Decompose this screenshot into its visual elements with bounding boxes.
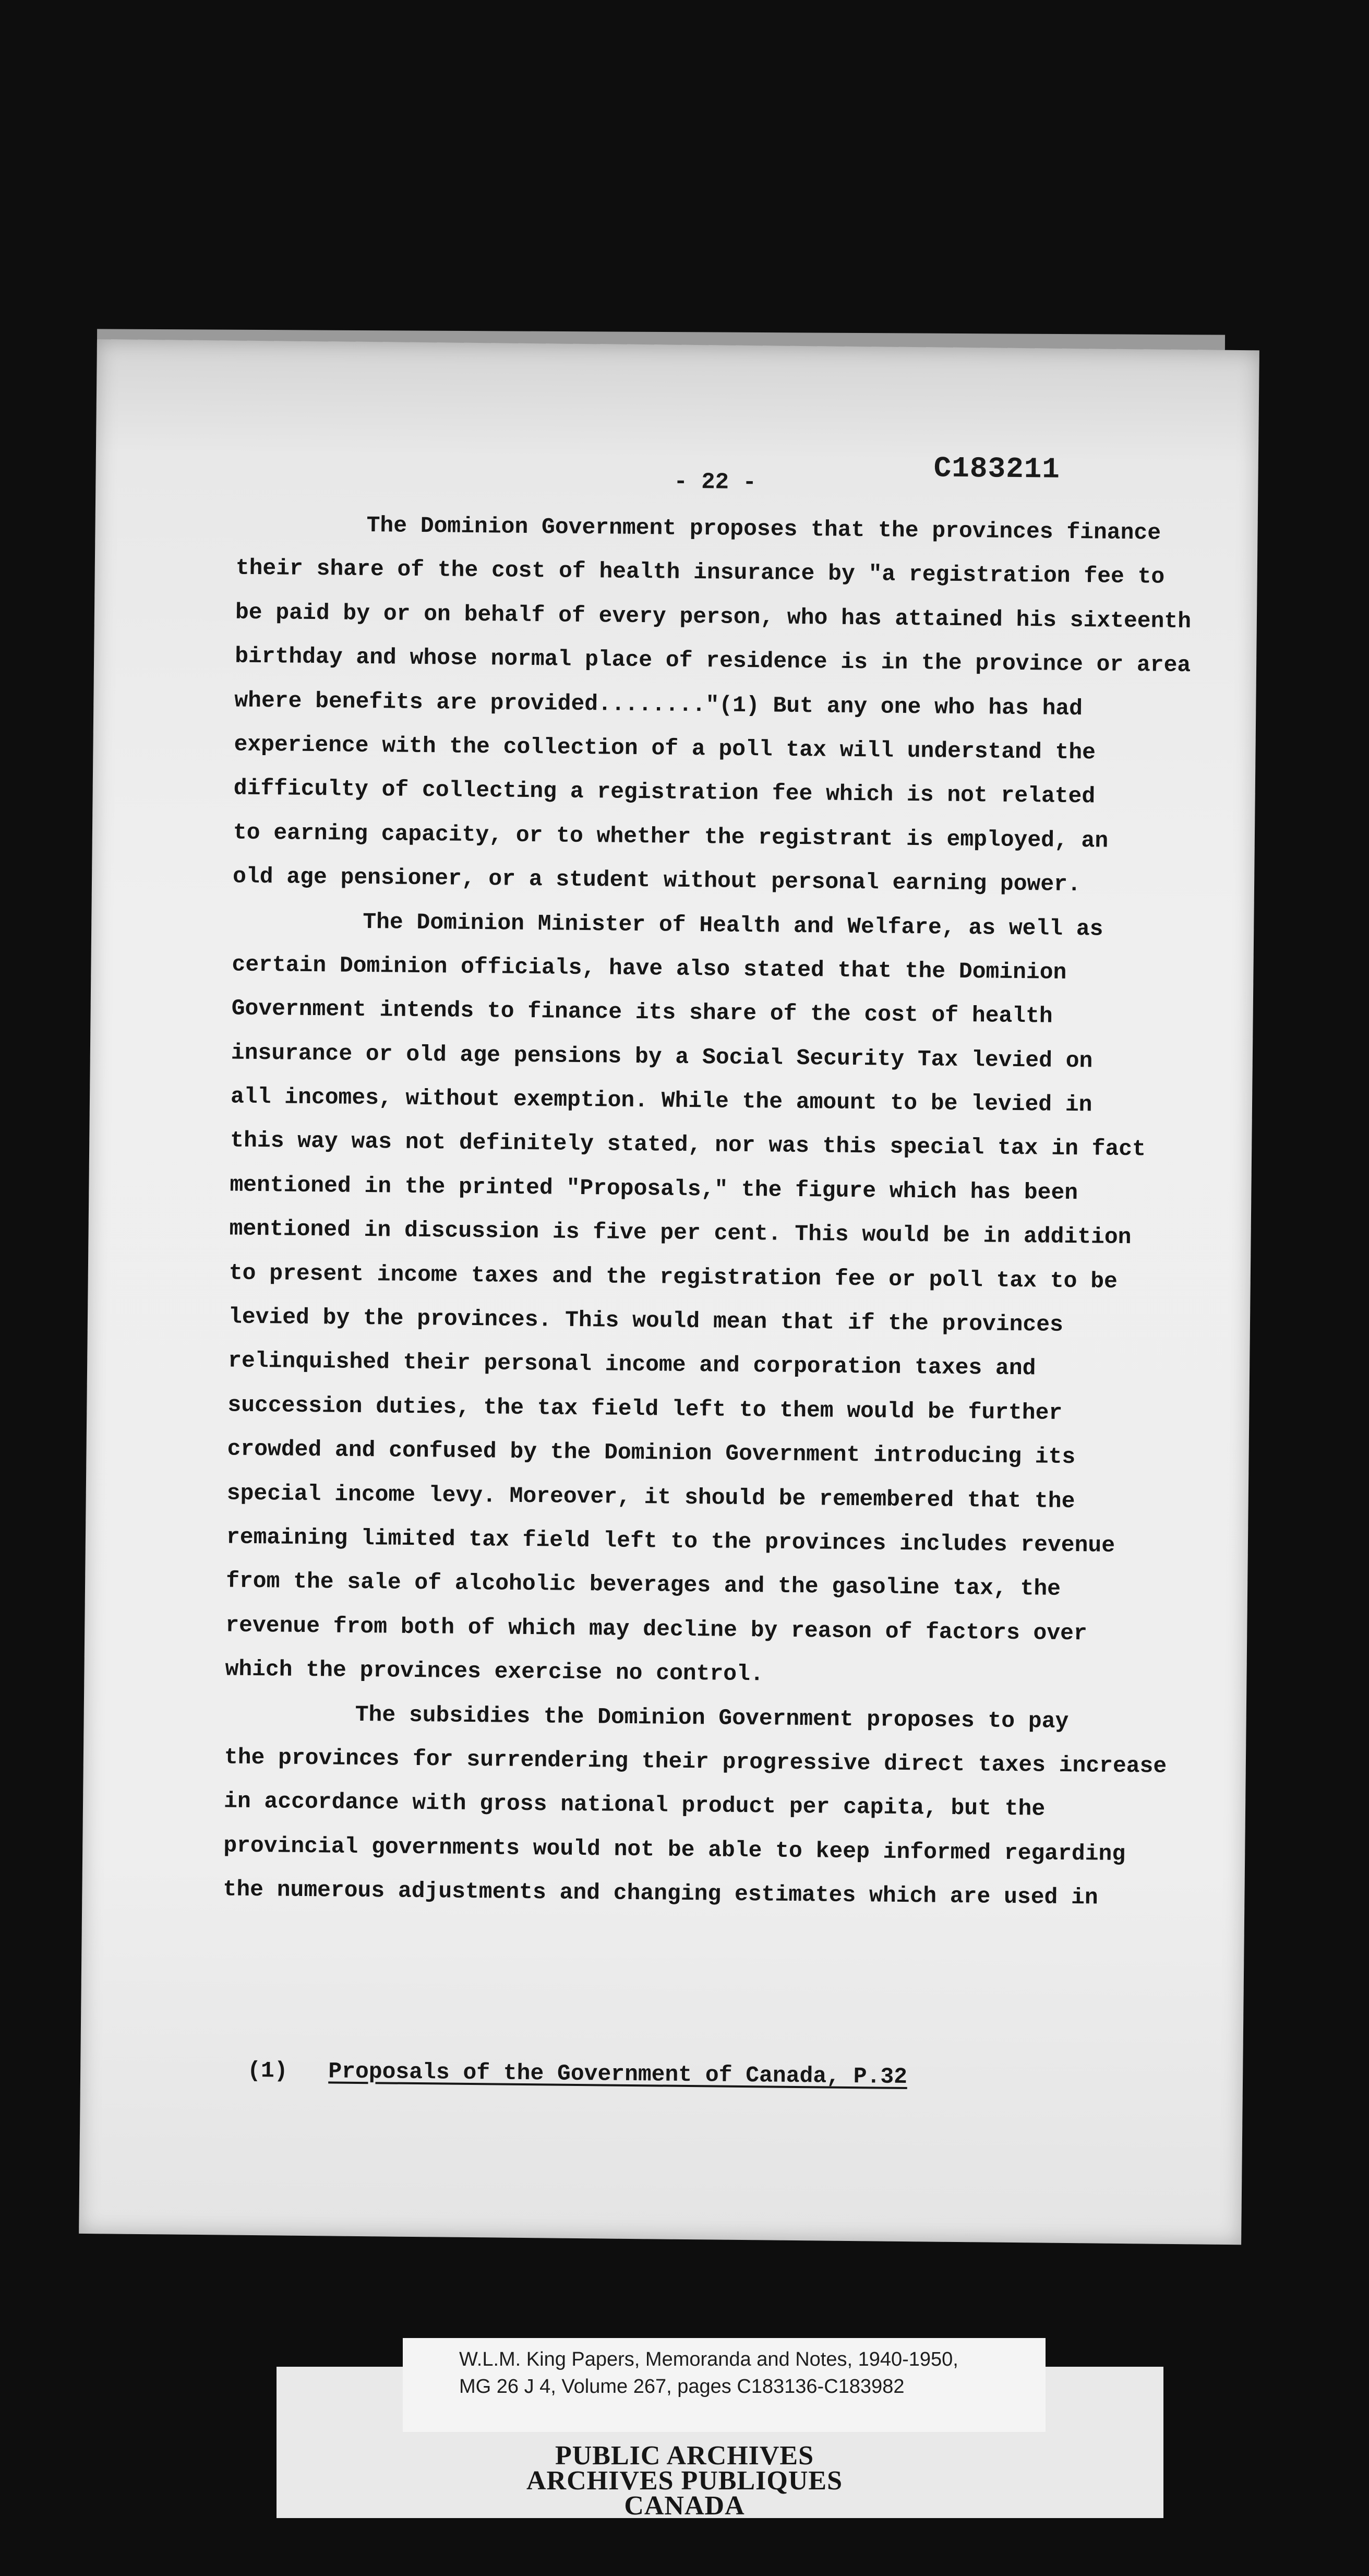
text-line: succession duties, the tax field left to them would be further [227, 1392, 1063, 1426]
archive-reference-line-2: MG 26 J 4, Volume 267, pages C183136-C183982 [459, 2376, 905, 2398]
text-line: be paid by or on behalf of every person, who has attained his sixteenth [235, 599, 1192, 634]
footnote-citation: Proposals of the Government of Canada, P.32 [328, 2058, 908, 2090]
text-line: special income levy. Moreover, it should be remembered that the [226, 1480, 1075, 1514]
archive-reference-line-1: W.L.M. King Papers, Memoranda and Notes, 1940-1950, [459, 2348, 958, 2370]
text-line: which the provinces exercise no control. [225, 1656, 764, 1687]
text-line: crowded and confused by the Dominion Government introducing its [227, 1436, 1076, 1470]
footnote-ref: (1) [247, 2057, 288, 2084]
text-line: to present income taxes and the registration fee or poll tax to be [229, 1260, 1118, 1294]
text-line: The subsidies the Dominion Government proposes to pay [355, 1701, 1069, 1734]
text-line: experience with the collection of a poll tax will understand the [234, 731, 1096, 766]
text-line: insurance or old age pensions by a Social Security Tax levied on [231, 1040, 1093, 1074]
text-line: relinquished their personal income and corporation taxes and [227, 1347, 1036, 1381]
text-line: The Dominion Government proposes that the provinces finance [366, 512, 1161, 546]
text-line: Government intends to finance its share of the cost of health [231, 995, 1053, 1029]
text-line: their share of the cost of health insurance by "a registration fee to [235, 555, 1165, 590]
text-line: provincial governments would not be able to keep informed regarding [223, 1832, 1126, 1867]
text-line: from the sale of alcoholic beverages and the gasoline tax, the [225, 1568, 1061, 1602]
page-number: - 22 - [674, 469, 757, 496]
text-line: birthday and whose normal place of residence is in the province or area [234, 643, 1191, 678]
archive-stamp-line-3: CANADA [624, 2491, 745, 2521]
text-line: the numerous adjustments and changing estimates which are used in [223, 1876, 1098, 1911]
text-line: old age pensioner, or a student without personal earning power. [232, 863, 1081, 898]
text-line: this way was not definitely stated, nor was this special tax in fact [230, 1127, 1146, 1162]
text-line: remaining limited tax field left to the provinces includes revenue [226, 1524, 1115, 1558]
text-line: the provinces for surrendering their progressive direct taxes increase [224, 1744, 1167, 1779]
footnote [247, 2058, 907, 2090]
text-line: all incomes, without exemption. While the amount to be levied in [230, 1083, 1092, 1118]
archive-stamp-line-2: ARCHIVES PUBLIQUES [526, 2466, 843, 2496]
text-line: mentioned in the printed "Proposals," the figure which has been [230, 1172, 1078, 1206]
text-line: certain Dominion officials, have also stated that the Dominion [232, 951, 1067, 985]
text-line: The Dominion Minister of Health and Welfare, as well as [363, 909, 1103, 942]
archive-stamp-line-1: PUBLIC ARCHIVES [555, 2441, 814, 2471]
text-line: to earning capacity, or to whether the registrant is employed, an [233, 819, 1109, 854]
text-line: revenue from both of which may decline by reason of factors over [225, 1612, 1087, 1647]
document-page [79, 339, 1259, 2245]
text-line: mentioned in discussion is five per cent. This would be in addition [229, 1215, 1132, 1250]
document-body [223, 503, 1238, 1922]
text-line: in accordance with gross national product per capita, but the [223, 1788, 1046, 1822]
document-id: C183211 [933, 451, 1061, 486]
text-line: levied by the provinces. This would mean that if the provinces [228, 1304, 1064, 1338]
text-line: where benefits are provided........"(1) But any one who has had [234, 687, 1083, 721]
text-line: difficulty of collecting a registration fee which is not related [233, 775, 1096, 809]
